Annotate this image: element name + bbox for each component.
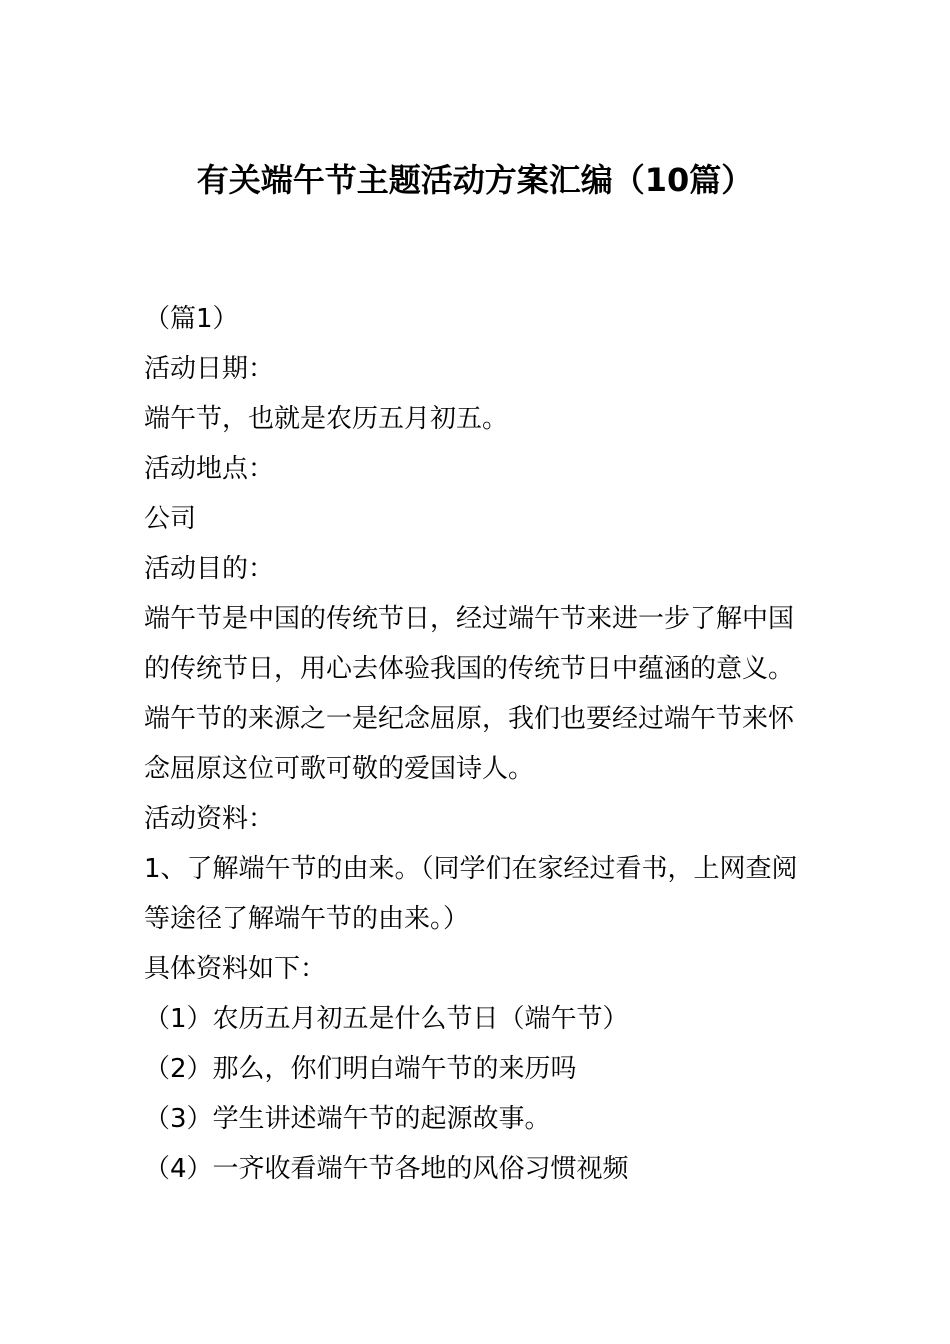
list-item: （4）一齐收看端午节各地的风俗习惯视频: [144, 1154, 629, 1184]
paragraph-line: 具体资料如下：: [144, 954, 327, 984]
document-body: [144, 294, 824, 1194]
list-item: （1）农历五月初五是什么节日（端午节）: [144, 1004, 629, 1034]
section-heading: （篇1）: [144, 304, 239, 334]
paragraph-line: 念屈原这位可歌可敬的爱国诗人。: [144, 754, 535, 784]
list-item: 1、了解端午节的由来。（同学们在家经过看书，上网查阅: [144, 854, 798, 884]
paragraph-line: 公司: [144, 504, 197, 534]
field-label-date: 活动日期：: [144, 354, 275, 384]
paragraph-line: 的传统节日，用心去体验我国的传统节日中蕴涵的意义。: [144, 654, 795, 684]
paragraph-line: 等途径了解端午节的由来。）: [144, 904, 470, 934]
field-label-purpose: 活动目的：: [144, 554, 275, 584]
paragraph-line: 端午节是中国的传统节日，经过端午节来进一步了解中国: [144, 604, 795, 634]
field-label-location: 活动地点：: [144, 454, 275, 484]
document-title: 有关端午节主题活动方案汇编（10篇）: [196, 161, 754, 199]
field-label-materials: 活动资料：: [144, 804, 275, 834]
list-item: （2）那么，你们明白端午节的来历吗: [144, 1054, 577, 1084]
paragraph-line: 端午节，也就是农历五月初五。: [144, 404, 509, 434]
paragraph-line: 端午节的来源之一是纪念屈原，我们也要经过端午节来怀: [144, 704, 795, 734]
list-item: （3）学生讲述端午节的起源故事。: [144, 1104, 551, 1134]
